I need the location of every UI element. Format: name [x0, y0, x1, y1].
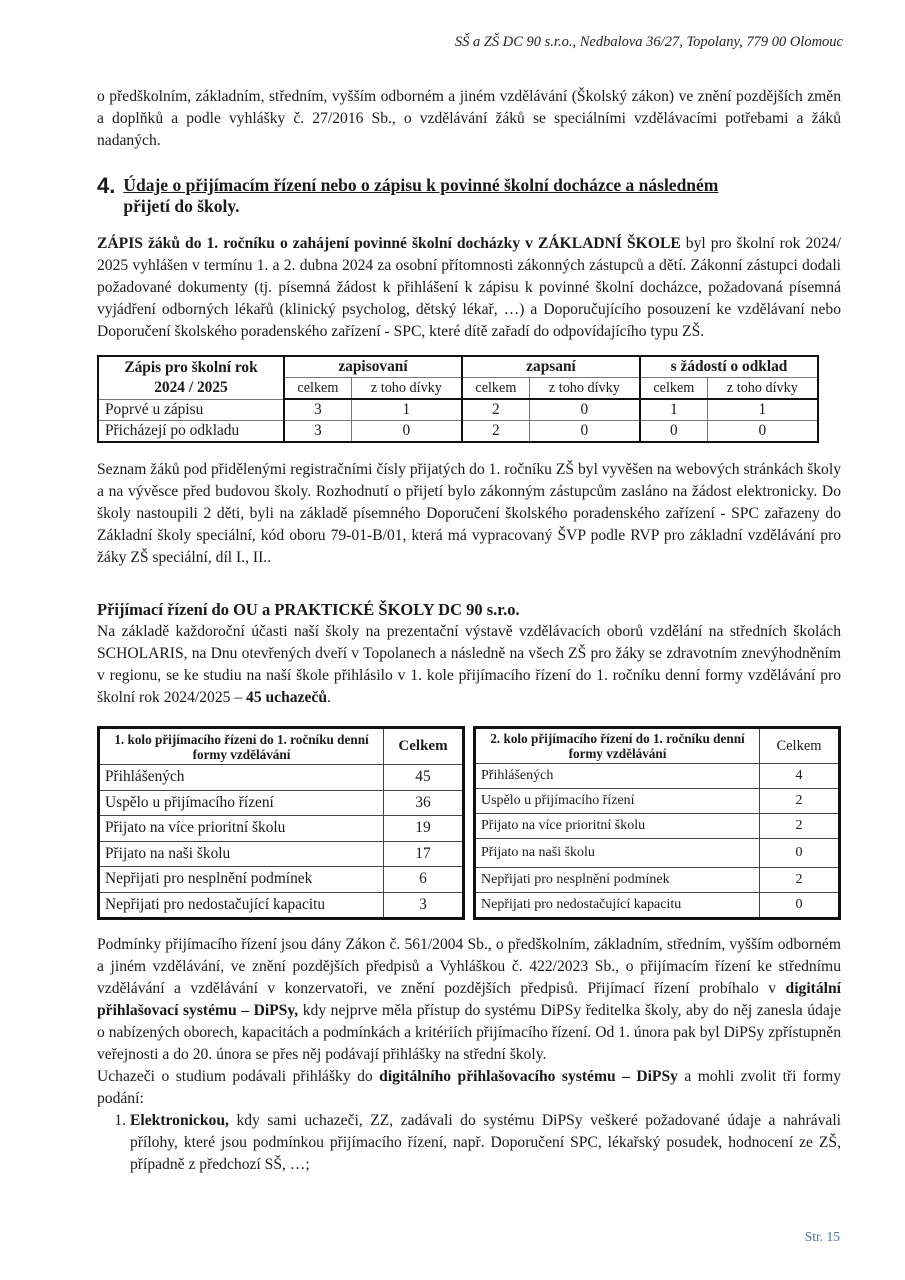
row-label: Nepřijati pro nedostačující kapacitu [475, 893, 760, 919]
subheader: z toho dívky [351, 378, 462, 400]
zapis-paragraph [97, 233, 841, 343]
cell: 0 [707, 421, 818, 443]
list-item [130, 1110, 841, 1176]
table-row [99, 841, 464, 867]
section-ou-text: Na základě každoroční účasti naší školy na prezentační výstavě vzdělávacích oborů vzdělání na středních školách SCHOLARIS, na Dnu otevřených dveří v Topolanech a následně na všech ZŠ pro žáky se zdravotním znevýhodněním v regionu, se ke studiu na naší škole přihlásilo v 1. kole přijímacího řízení do 1. ročníku denní formy vzdělávání pro školní rok 2024/2025 – [97, 623, 841, 706]
intro-paragraph: o předškolním, základním, středním, vyšším odborném a jiném vzdělávání (Školský zákon) ve znění pozdějších změn a doplňků a podle vyhlášky č. 27/2016 Sb., o vzdělávání žáků se speciálními vzdělávacími potřebami a žáků nadaných. [97, 88, 841, 149]
round1-header: 1. kolo přijímacího řízení do 1. ročníku denní formy vzdělávání [99, 728, 384, 765]
row-label: Nepřijati pro nedostačující kapacitu [99, 892, 384, 919]
uchazeci-text1: Uchazeči o studium podávali přihlášky do [97, 1068, 380, 1085]
seznam-paragraph: Seznam žáků pod přidělenými registračními čísly přijatých do 1. ročníku ZŠ byl vyvěšen na webových stránkách školy a na vývěsce před budovou školy. Rozhodnutí o přijetí bylo zákonným zástupcům zasláno na žádost elektronicky. Do školy nastoupili 2 děti, byli na základě písemného Doporučení školského poradenského zařízení - SPC zařazeny do Základní školy speciální, kód oboru 79-01-B/01, která má vypracovaný ŠVP podle RVP pro základní vzdělávání pro žáky ZŠ speciální, díl I., II.. [97, 461, 841, 566]
row-label: Přijato na více prioritní školu [99, 816, 384, 842]
table-row [475, 893, 840, 919]
cell: 3 [284, 399, 351, 421]
cell: 0 [351, 421, 462, 443]
cell: 2 [462, 399, 529, 421]
round1-total-header: Celkem [384, 728, 464, 765]
round1-table [97, 726, 465, 920]
document-body [97, 86, 841, 1176]
page-number: Str. 15 [804, 1229, 840, 1244]
podminky-paragraph [97, 934, 841, 1066]
section-ou-end: . [327, 689, 331, 706]
row-label: Přihlášených [99, 765, 384, 791]
zapis-text: byl pro školní rok 2024/ 2025 vyhlášen v termínu 1. a 2. dubna 2024 za osobní přítomnosti zákonných zástupců a dětí. Zákonní zástupci dodali požadované dokumenty (tj. písemná žádost k přihlášení k zápisu k povinné školní docházce, požadovaná písemná vyjádření odborných lékařů (klinický psycholog, dětský lékař, …) a Doporučujícího posouzení ke vzdělávaní nebo Doporučení školského poradenského zařízení - SPC, které dítě zařadí do odpovídajícího typu ZŠ. [97, 235, 841, 340]
row-label: Uspělo u přijímacího řízení [99, 790, 384, 816]
corner-line2: 2024 / 2025 [154, 378, 228, 396]
list-item-text: kdy sami uchazeči, ZZ, zadávali do systému DiPSy veškeré požadované údaje a nahrávali přílohy, které jsou podmínkou přijímacího řízení, např. Doporučení SPC, lékařský posudek, hodnocení ze ZŠ, případně z předchozí SŠ, …; [130, 1112, 841, 1173]
round2-header: 2. kolo přijímacího řízení do 1. ročníku denní formy vzdělávání [475, 728, 760, 764]
zapis-table-corner [98, 356, 284, 399]
row-label: Přijato na více prioritní školu [475, 814, 760, 839]
row-value: 2 [760, 814, 840, 839]
cell: 0 [529, 399, 640, 421]
admission-tables [97, 726, 841, 920]
section-4-heading [97, 175, 841, 217]
row-value: 17 [384, 841, 464, 867]
row-value: 2 [760, 789, 840, 814]
table-row [99, 867, 464, 893]
table-row [475, 764, 840, 789]
submission-forms-list [97, 1110, 841, 1176]
row-value: 36 [384, 790, 464, 816]
row-label: Přihlášených [475, 764, 760, 789]
corner-line1: Zápis pro školní rok [124, 358, 258, 376]
row-value: 6 [384, 867, 464, 893]
cell: 2 [462, 421, 529, 443]
group-header: s žádostí o odklad [640, 356, 818, 378]
section-number: 4. [97, 173, 116, 198]
page-header-address: SŠ a ZŠ DC 90 s.r.o., Nedbalova 36/27, Topolany, 779 00 Olomouc [454, 34, 843, 50]
podminky-text1: Podmínky přijímacího řízení jsou dány Zákon č. 561/2004 Sb., o předškolním, základním, středním, vyšším odborném a jiném vzdělávání, ve znění pozdějších předpisů a Vyhláškou č. 422/2023 Sb., o přijímacím řízení ke střednímu vzdělávání a vzdělávání v konzervatoři, ve znění pozdějších předpisů. Přijímací řízení probíhalo v [97, 936, 841, 997]
cell: 0 [640, 421, 707, 443]
table-row [98, 399, 818, 421]
section-title-line2: přijetí do školy. [123, 196, 240, 216]
table-row [99, 790, 464, 816]
cell: 0 [529, 421, 640, 443]
table-row [99, 765, 464, 791]
section-ou-heading: Přijímací řízení do OU a PRAKTICKÉ ŠKOLY DC 90 s.r.o. [97, 600, 520, 619]
subheader: celkem [284, 378, 351, 400]
uchazeci-bold: digitálního přihlašovacího systému – DiPSy [379, 1068, 678, 1085]
subheader: z toho dívky [707, 378, 818, 400]
row-label: Nepřijati pro nesplnění podmínek [475, 868, 760, 893]
table-row [475, 789, 840, 814]
table-row [98, 421, 818, 443]
uchazeci-text2: a mohli zvolit tři formy podání: [97, 1068, 842, 1107]
row-label: Přijato na naši školu [475, 839, 760, 868]
table-row [99, 816, 464, 842]
row-label: Poprvé u zápisu [98, 399, 284, 421]
group-header: zapisovaní [284, 356, 462, 378]
cell: 1 [707, 399, 818, 421]
cell: 1 [351, 399, 462, 421]
subheader: celkem [640, 378, 707, 400]
subheader: celkem [462, 378, 529, 400]
row-value: 19 [384, 816, 464, 842]
cell: 1 [640, 399, 707, 421]
row-label: Nepřijati pro nesplnění podmínek [99, 867, 384, 893]
zapis-table [97, 355, 819, 443]
row-value: 45 [384, 765, 464, 791]
uchazeci-paragraph [97, 1066, 841, 1110]
row-label: Přijato na naši školu [99, 841, 384, 867]
round2-total-header: Celkem [760, 728, 840, 764]
table-row [475, 839, 840, 868]
podminky-bold: digitální přihlašovací systému – DiPSy, [97, 980, 841, 1019]
table-row [99, 892, 464, 919]
zapis-bold-lead: ZÁPIS žáků do 1. ročníku o zahájení povinné školní docházky v ZÁKLADNÍ ŠKOLE [97, 235, 681, 252]
row-label: Uspělo u přijímacího řízení [475, 789, 760, 814]
table-row [475, 868, 840, 893]
row-label: Přicházejí po odkladu [98, 421, 284, 443]
list-item-bold: Elektronickou, [130, 1112, 229, 1129]
row-value: 4 [760, 764, 840, 789]
cell: 3 [284, 421, 351, 443]
table-row [475, 814, 840, 839]
section-ou-paragraph [97, 621, 841, 709]
subheader: z toho dívky [529, 378, 640, 400]
podminky-text2: kdy nejprve měla přístup do systému DiPSy ředitelka školy, aby do něj zanesla údaje o nabízených oborech, kapacitách a podmínkách a kritériích přijímacího řízení. Od 1. února pak byl DiPSy zpřístupněn veřejnosti a do 20. února se přes něj podávají přihlášky na střední školy. [97, 1002, 841, 1063]
row-value: 3 [384, 892, 464, 919]
section-title-line1: Údaje o přijímacím řízení nebo o zápisu k povinné školní docházce a následném [123, 175, 719, 195]
round2-table [473, 726, 841, 920]
row-value: 0 [760, 893, 840, 919]
row-value: 2 [760, 868, 840, 893]
section-title [123, 175, 718, 217]
row-value: 0 [760, 839, 840, 868]
section-ou-bold: 45 uchazečů [246, 689, 328, 706]
group-header: zapsaní [462, 356, 640, 378]
